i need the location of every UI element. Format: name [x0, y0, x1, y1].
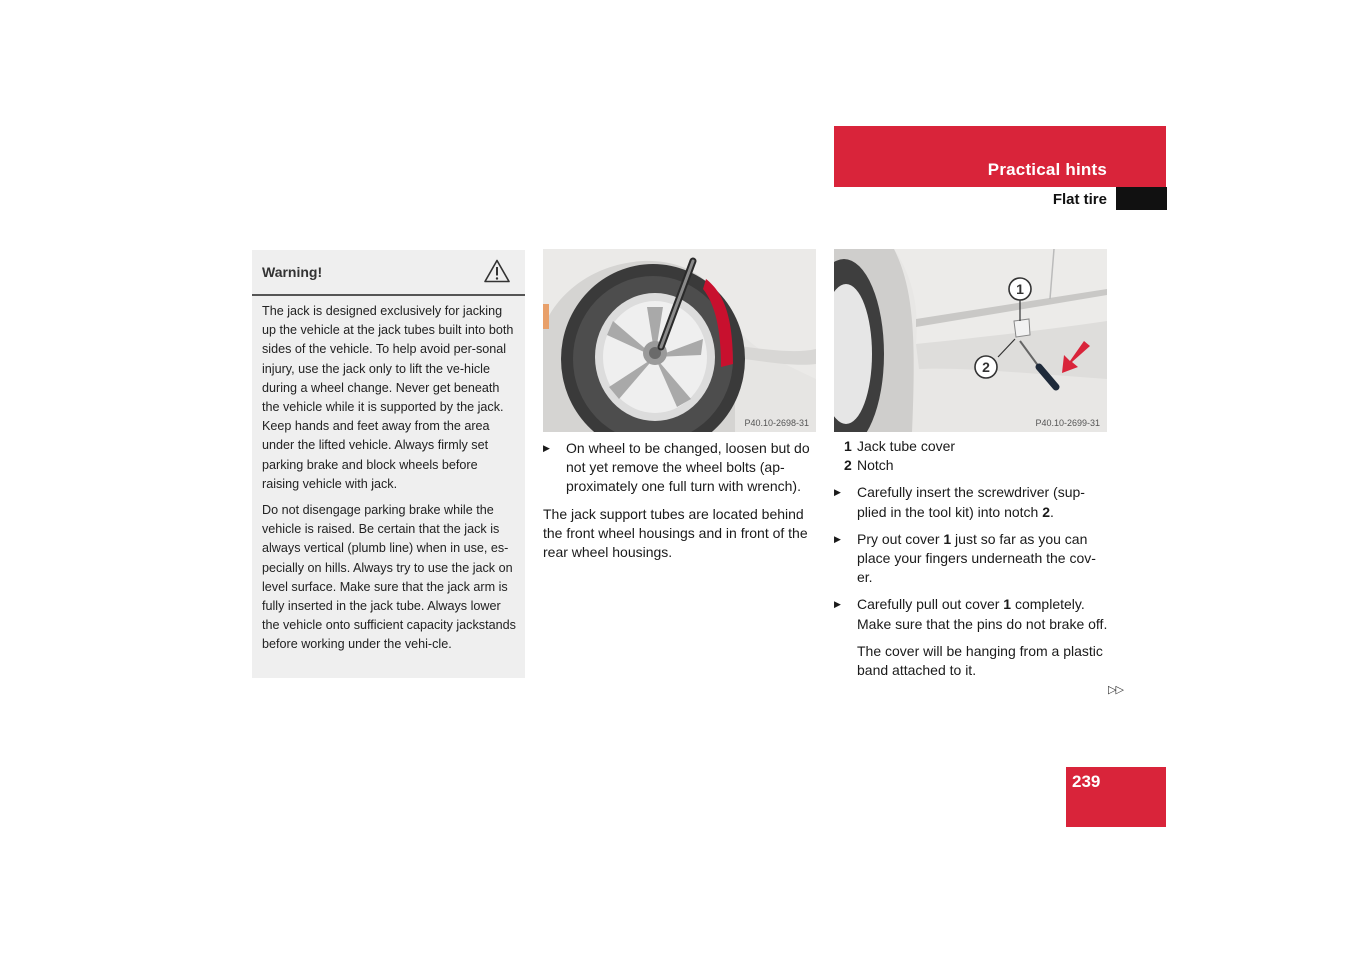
legend-number: 1: [844, 438, 852, 454]
header-black-tab: [1116, 187, 1167, 210]
warning-body: [252, 296, 525, 655]
warning-triangle-icon: [484, 259, 510, 283]
callout-1-label: 1: [1016, 281, 1024, 297]
warning-paragraph-2: Do not disengage parking brake while the vehicle is raised. Be certain that the jack is always vertical (plumb line) when in use, es-pecially on hills. Always try to use the jack on level surface. Make sure that the jack arm is fully inserted in the jack tube. Always lower the vehicle onto sufficient capacity jackstands before working under the vehi-cle.: [262, 503, 516, 652]
figure-code: P40.10-2699-31: [1035, 418, 1100, 428]
column-3-text: [834, 437, 1109, 680]
section-title: Practical hints: [987, 160, 1107, 179]
step-loosen-bolts: ▶ On wheel to be changed, loosen but do not yet remove the wheel bolts (ap-proximately one full turn with wrench).: [543, 439, 818, 497]
step-text: completely. Make sure that the pins do not brake off.: [857, 596, 1108, 632]
step-pry-cover: [834, 530, 1109, 588]
page-number: 239: [1072, 772, 1101, 791]
warning-box: [252, 250, 525, 678]
subsection-title: Flat tire: [1052, 191, 1107, 208]
figure-code: P40.10-2698-31: [744, 418, 809, 428]
note-jack-tubes: The jack support tubes are located behind the front wheel housings and in front of the rear wheel housings.: [543, 505, 808, 561]
step-text: Carefully pull out cover: [857, 596, 1004, 613]
step-text: Pry out cover: [857, 530, 944, 547]
figure-jack-tube-cover: [834, 249, 1107, 432]
step-text: .: [1050, 503, 1054, 520]
step-ref: 1: [1003, 596, 1012, 613]
warning-paragraph-1: The jack is designed exclusively for jacking up the vehicle at the jack tubes built into both sides of the vehicle. To help avoid per-sonal injury, use the jack only to lift the ve-hicle during a wheel change. Never get beneath the vehicle while it is supported by the jack. Keep hands and feet away from the area under the lifted vehicle. Always firmly set parking brake and block wheels before raising vehicle with jack.: [262, 304, 514, 491]
column-2-text: [543, 439, 818, 562]
step-ref: 1: [943, 530, 952, 547]
step-insert-screwdriver: [834, 483, 1109, 521]
legend-item: [834, 456, 1109, 475]
warning-title: Warning!: [262, 264, 323, 280]
note-cover-hanging: The cover will be hanging from a plastic band attached to it.: [857, 642, 1103, 679]
legend-item: [834, 437, 1109, 456]
callout-2-label: 2: [982, 359, 990, 375]
legend-number: 2: [844, 457, 852, 474]
figure-wheel-wrench: [543, 249, 816, 432]
step-ref: 2: [1042, 503, 1051, 520]
step-pull-cover: [834, 595, 1109, 633]
wheel-wrench-illustration: [543, 249, 816, 432]
warning-header: [252, 250, 525, 296]
legend: [834, 437, 1109, 475]
step-text: Carefully insert the screwdriver (sup-plied in the tool kit) into notch: [857, 484, 1085, 520]
legend-label: Jack tube cover: [857, 438, 956, 454]
legend-label: Notch: [857, 457, 894, 474]
continue-mark: ▷▷: [1108, 684, 1123, 696]
jack-tube-illustration: [834, 249, 1107, 432]
step-text: just so far as you can place your fingers underneath the cov-er.: [857, 530, 1096, 586]
